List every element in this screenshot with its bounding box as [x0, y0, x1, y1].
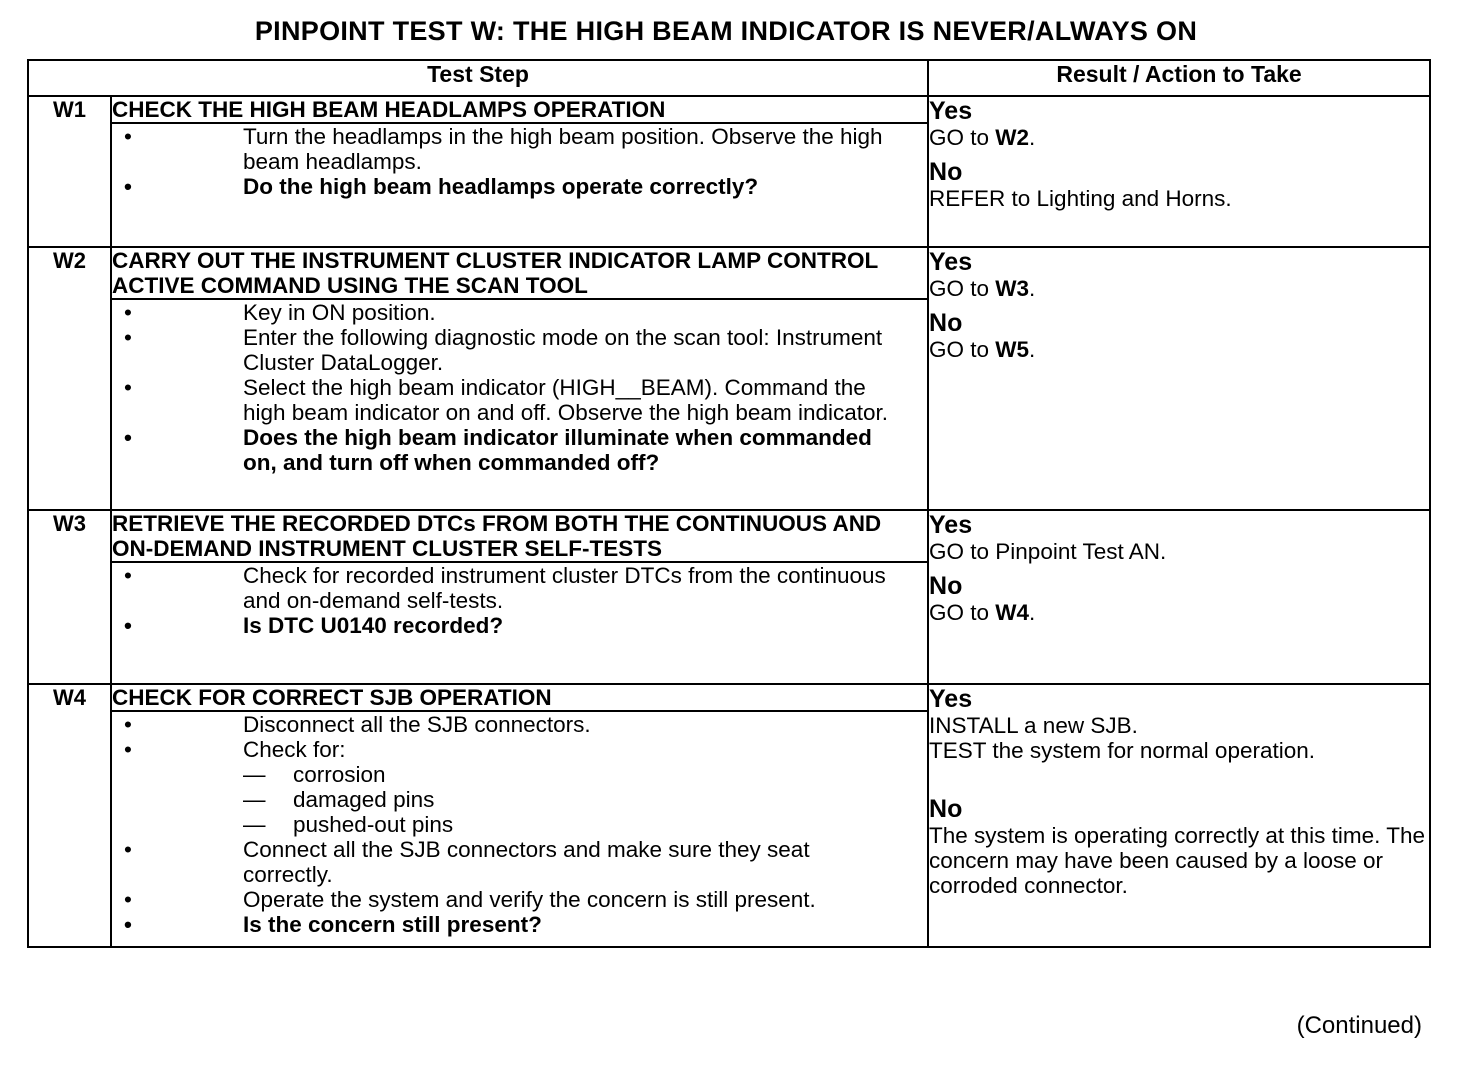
header-row: [28, 60, 1430, 96]
step-title: RETRIEVE THE RECORDED DTCs FROM BOTH THE CONTINUOUS AND ON-DEMAND INSTRUMENT CLUSTER SELF-TESTS: [111, 510, 928, 562]
step-id: W3: [28, 510, 111, 562]
list-item: • Turn the headlamps in the high beam position. Observe the high beam headlamps.: [112, 124, 927, 174]
step-body: [111, 123, 928, 247]
no-action: The system is operating correctly at this time. The concern may have been caused by a loose or corroded connector.: [929, 823, 1426, 898]
continued-label: (Continued): [1296, 1012, 1422, 1039]
question-item: • Do the high beam headlamps operate correctly?: [112, 174, 927, 199]
step-body: [111, 299, 928, 510]
step-w2-title-row: [28, 247, 1430, 299]
result-header: Result / Action to Take: [928, 60, 1430, 96]
step-id: W1: [28, 96, 111, 123]
list-item: • Enter the following diagnostic mode on the scan tool: Instrument Cluster DataLogger.: [112, 325, 927, 375]
no-action: GO to W5.: [929, 337, 1036, 362]
step-w2-result: [928, 247, 1430, 510]
pinpoint-test-table: [27, 59, 1431, 948]
yes-label: Yes: [929, 685, 973, 713]
step-id: W2: [28, 247, 111, 299]
step-w4-result: [928, 684, 1430, 947]
step-w1-result: [928, 96, 1430, 247]
page-title: PINPOINT TEST W: THE HIGH BEAM INDICATOR IS NEVER/ALWAYS ON: [254, 16, 1198, 46]
no-action: REFER to Lighting and Horns.: [929, 186, 1232, 211]
question-item: • Is DTC U0140 recorded?: [112, 613, 927, 638]
step-title: CHECK THE HIGH BEAM HEADLAMPS OPERATION: [111, 96, 928, 123]
list-item: • Check for recorded instrument cluster DTCs from the continuous and on-demand self-tests.: [112, 563, 927, 613]
list-item: • Operate the system and verify the concern is still present.: [112, 887, 927, 912]
sub-list-item: — pushed-out pins: [243, 812, 903, 837]
no-label: No: [929, 309, 963, 337]
step-w3-title-row: [28, 510, 1430, 562]
list-item: • Disconnect all the SJB connectors.: [112, 712, 927, 737]
step-title: CARRY OUT THE INSTRUMENT CLUSTER INDICATOR LAMP CONTROL ACTIVE COMMAND USING THE SCAN TOOL: [111, 247, 928, 299]
yes-action-line: INSTALL a new SJB.: [929, 713, 1138, 738]
yes-action: GO to W2.: [929, 125, 1036, 150]
yes-action: GO to W3.: [929, 276, 1036, 301]
yes-label: Yes: [929, 511, 973, 539]
step-title: CHECK FOR CORRECT SJB OPERATION: [111, 684, 928, 711]
no-action: GO to W4.: [929, 600, 1036, 625]
yes-label: Yes: [929, 248, 973, 276]
no-label: No: [929, 572, 963, 600]
step-id: W4: [28, 684, 111, 711]
yes-label: Yes: [929, 97, 973, 125]
step-body: [111, 711, 928, 947]
sub-list-item: — corrosion: [243, 762, 903, 787]
step-w4-title-row: [28, 684, 1430, 711]
list-item: • Check for: — corrosion — damaged pins — pushed-out pins: [112, 737, 927, 837]
question-item: • Does the high beam indicator illuminate when commanded on, and turn off when commanded off?: [112, 425, 927, 475]
step-w3-result: [928, 510, 1430, 684]
sub-list-item: — damaged pins: [243, 787, 903, 812]
yes-action-line: TEST the system for normal operation.: [929, 738, 1316, 763]
yes-action: GO to Pinpoint Test AN.: [929, 539, 1167, 564]
list-item: • Key in ON position.: [112, 300, 927, 325]
step-body: [111, 562, 928, 684]
list-item: • Connect all the SJB connectors and make sure they seat correctly.: [112, 837, 927, 887]
step-w1-title-row: [28, 96, 1430, 123]
test-step-header: Test Step: [28, 60, 928, 96]
no-label: No: [929, 158, 963, 186]
question-item: • Is the concern still present?: [112, 912, 927, 937]
list-item: • Select the high beam indicator (HIGH__BEAM). Command the high beam indicator on and off. Observe the high beam indicator.: [112, 375, 927, 425]
no-label: No: [929, 795, 963, 823]
